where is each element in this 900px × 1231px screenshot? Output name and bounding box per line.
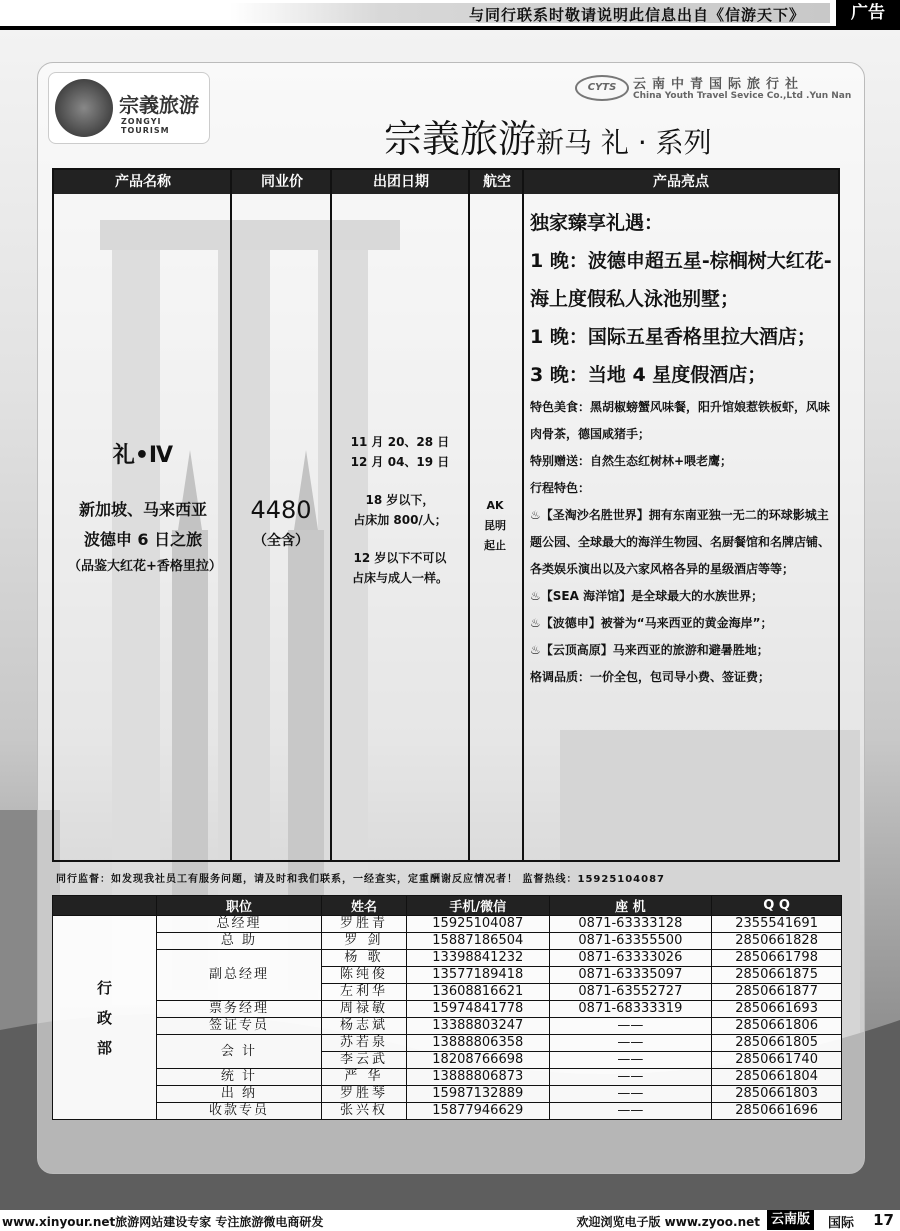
name-cell: 罗胜青 <box>322 916 407 933</box>
page-number: 17 <box>873 1211 894 1229</box>
col-divider <box>522 170 524 860</box>
qq-cell: 2850661798 <box>712 950 842 967</box>
name-cell: 李云武 <box>322 1052 407 1069</box>
product-note: （品鉴大红花+香格里拉） <box>68 559 222 574</box>
department-cell <box>53 916 157 1120</box>
logo-en: ZONGYI TOURISM <box>121 117 170 135</box>
cyts-badge-icon: CYTS <box>575 75 629 101</box>
child-policy: 12 岁以下不可以 <box>353 551 447 565</box>
name-cell: 罗 剑 <box>322 933 407 950</box>
price-note: （全含） <box>253 533 309 549</box>
zongyi-logo <box>48 72 210 144</box>
highlights-cell <box>530 204 836 691</box>
ad-tag: 广告 <box>836 0 900 26</box>
table-row <box>53 950 842 967</box>
qq-cell: 2850661875 <box>712 967 842 984</box>
phone-cell: 0871-63355500 <box>549 933 712 950</box>
phone-cell: 0871-68333319 <box>549 1001 712 1018</box>
edition-tag: 云南版 <box>767 1210 814 1230</box>
phone-cell: —— <box>549 1035 712 1052</box>
qq-cell: 2850661693 <box>712 1001 842 1018</box>
product-table-header <box>54 170 838 194</box>
title-brand: 宗義旅游 <box>384 117 537 161</box>
qq-cell: 2850661805 <box>712 1035 842 1052</box>
child-policy: 占床与成人一样。 <box>351 571 448 585</box>
feature-item: ♨【圣淘沙名胜世界】拥有东南亚独一无二的环球影城主题公园、全球最大的海洋生物园、名厨餐馆和名牌店铺、各类娱乐演出以及六家风格各异的星级酒店等等； <box>530 508 831 576</box>
qq-cell: 2850661877 <box>712 984 842 1001</box>
phone-cell: 0871-63552727 <box>549 984 712 1001</box>
price-amount: 4480 <box>250 496 312 524</box>
qq-cell: 2355541691 <box>712 916 842 933</box>
agency-cn: 云南中青国际旅行社 <box>633 77 805 92</box>
airline-city: 昆明 <box>484 519 506 532</box>
logo-cn: 宗義旅游 <box>119 93 199 117</box>
name-cell: 陈纯俊 <box>322 967 407 984</box>
mobile-cell: 15925104087 <box>407 916 550 933</box>
footer-edition-link[interactable]: 欢迎浏览电子版 www.zyoo.net <box>576 1215 760 1229</box>
name-cell: 严 华 <box>322 1069 407 1086</box>
airline-code: AK <box>486 499 504 512</box>
header-price: 同业价 <box>261 174 303 190</box>
footer-website-ad[interactable]: www.xinyour.net旅游网站建设专家 专注旅游微电商研发 <box>2 1215 324 1229</box>
feature-item: ♨【云顶高原】马来西亚的旅游和避暑胜地； <box>530 643 769 657</box>
name-cell: 张兴权 <box>322 1103 407 1120</box>
phone-cell: —— <box>549 1018 712 1035</box>
mobile-cell: 13608816621 <box>407 984 550 1001</box>
section-label: 国际 <box>827 1216 854 1231</box>
header-product-name: 产品名称 <box>115 174 171 190</box>
name-cell: 罗胜琴 <box>322 1086 407 1103</box>
highlight-hotel: 1 晚：国际五星香格里拉大酒店； <box>530 326 816 348</box>
phone-cell: 0871-63333026 <box>549 950 712 967</box>
department-char: 部 <box>96 1038 112 1057</box>
mobile-cell: 15974841778 <box>407 1001 550 1018</box>
contact-header <box>53 896 157 916</box>
table-row <box>53 1001 842 1018</box>
department-char: 行 <box>96 978 112 997</box>
mobile-cell: 13888806873 <box>407 1069 550 1086</box>
mobile-cell: 13388803247 <box>407 1018 550 1035</box>
role-cell: 统 计 <box>157 1069 322 1086</box>
highlight-food: 特色美食：黑胡椒螃蟹风味餐，阳升馆娘惹铁板虾，风味肉骨茶，德国咸猪手； <box>530 400 831 441</box>
child-policy: 18 岁以下， <box>365 493 435 507</box>
price-cell <box>232 496 330 550</box>
page-title <box>384 108 712 163</box>
product-name-cell <box>54 438 232 579</box>
header-airline: 航空 <box>483 174 511 190</box>
date-line: 12 月 04、19 日 <box>350 455 450 469</box>
qq-cell: 2850661696 <box>712 1103 842 1120</box>
contact-table <box>52 895 842 1120</box>
product-series: 礼•Ⅳ <box>112 443 174 468</box>
airline-note: 起止 <box>484 539 506 552</box>
mobile-cell: 13577189418 <box>407 967 550 984</box>
page-footer <box>0 1210 900 1230</box>
contact-header: 手机/微信 <box>407 896 550 916</box>
features-title: 行程特色： <box>530 481 591 495</box>
name-cell: 杨志斌 <box>322 1018 407 1035</box>
contact-header: 职位 <box>157 896 322 916</box>
footprint-logo-icon <box>55 79 113 137</box>
phone-cell: —— <box>549 1103 712 1120</box>
supervision-notice: 同行监督：如发现我社员工有服务问题，请及时和我们联系，一经查实，定重酬谢反应情况者！ 监督热线：15925104087 <box>56 874 666 885</box>
mobile-cell: 13888806358 <box>407 1035 550 1052</box>
phone-cell: —— <box>549 1069 712 1086</box>
mobile-cell: 15877946629 <box>407 1103 550 1120</box>
name-cell: 周禄敏 <box>322 1001 407 1018</box>
role-cell: 票务经理 <box>157 1001 322 1018</box>
mobile-cell: 15887186504 <box>407 933 550 950</box>
highlight-title: 独家臻享礼遇： <box>530 212 664 234</box>
table-row <box>53 1018 842 1035</box>
agency-en: China Youth Travel Sevice Co.,Ltd .Yun Nan <box>633 91 852 101</box>
title-series: 新马 礼 · 系列 <box>536 126 712 159</box>
top-notice-strip <box>0 0 900 26</box>
dates-cell <box>332 432 468 588</box>
name-cell: 杨 歌 <box>322 950 407 967</box>
source-notice: 与同行联系时敬请说明此信息出自《信游天下》 <box>468 6 805 24</box>
qq-cell: 2850661804 <box>712 1069 842 1086</box>
table-row <box>53 1103 842 1120</box>
department-char: 政 <box>96 1008 112 1027</box>
role-cell: 总 助 <box>157 933 322 950</box>
role-cell: 副总经理 <box>157 950 322 1001</box>
phone-cell: 0871-63333128 <box>549 916 712 933</box>
qq-cell: 2850661740 <box>712 1052 842 1069</box>
name-cell: 苏若泉 <box>322 1035 407 1052</box>
table-row <box>53 1069 842 1086</box>
qq-cell: 2850661803 <box>712 1086 842 1103</box>
product-route: 新加坡、马来西亚 <box>78 500 207 519</box>
role-cell: 总经理 <box>157 916 322 933</box>
contact-header: 座 机 <box>549 896 712 916</box>
role-cell: 签证专员 <box>157 1018 322 1035</box>
highlight-hotel: 1 晚：波德申超五星-棕榈树大红花-海上度假私人泳池别墅； <box>530 250 832 310</box>
mobile-cell: 18208766698 <box>407 1052 550 1069</box>
table-row <box>53 1035 842 1052</box>
product-route: 波德申 6 日之旅 <box>83 530 203 549</box>
name-cell: 左利华 <box>322 984 407 1001</box>
child-policy: 占床加 800/人； <box>353 513 447 527</box>
qq-cell: 2850661828 <box>712 933 842 950</box>
highlight-hotel: 3 晚：当地 4 星度假酒店； <box>530 364 767 386</box>
phone-cell: —— <box>549 1086 712 1103</box>
qq-cell: 2850661806 <box>712 1018 842 1035</box>
contact-header-row <box>53 896 842 916</box>
feature-item: ♨【波德申】被誉为“马来西亚的黄金海岸”； <box>530 616 773 630</box>
contact-header: Q Q <box>712 896 842 916</box>
role-cell: 收款专员 <box>157 1103 322 1120</box>
role-cell: 出 纳 <box>157 1086 322 1103</box>
table-row <box>53 1086 842 1103</box>
role-cell: 会 计 <box>157 1035 322 1069</box>
phone-cell: 0871-63335097 <box>549 967 712 984</box>
header-highlights: 产品亮点 <box>653 174 709 190</box>
date-line: 11 月 20、28 日 <box>350 435 450 449</box>
table-row <box>53 933 842 950</box>
header-dates: 出团日期 <box>373 174 429 190</box>
airline-cell <box>470 496 520 556</box>
mobile-cell: 13398841232 <box>407 950 550 967</box>
highlight-gift: 特别赠送：自然生态红树林+喂老鹰； <box>530 454 733 468</box>
product-table <box>52 168 840 862</box>
table-row <box>53 916 842 933</box>
phone-cell: —— <box>549 1052 712 1069</box>
feature-item: ♨【SEA 海洋馆】是全球最大的水族世界； <box>530 589 764 603</box>
contact-header: 姓名 <box>322 896 407 916</box>
quality-note: 格调品质：一价全包，包司导小费、签证费； <box>530 670 771 684</box>
mobile-cell: 15987132889 <box>407 1086 550 1103</box>
